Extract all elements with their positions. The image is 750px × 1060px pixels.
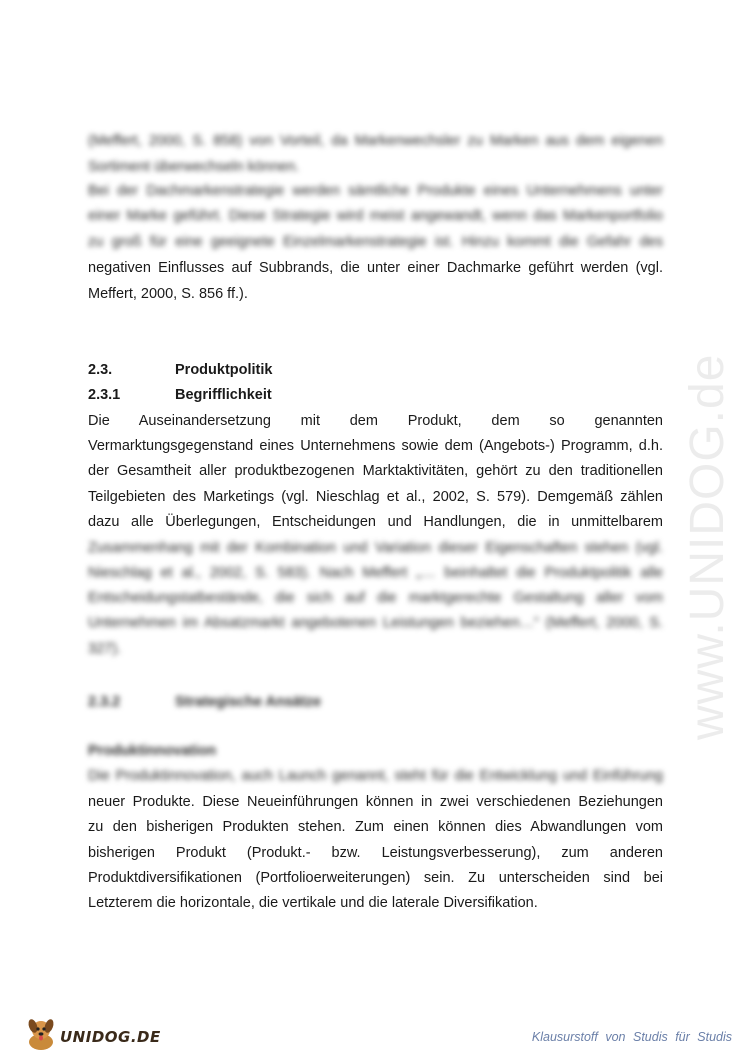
watermark: www.UNIDOG.de xyxy=(681,353,734,740)
text-line: Die Auseinandersetzung mit dem Produkt, dem so genannten xyxy=(88,413,663,429)
text-line: Unternehmen im Absatzmarkt angebotenen Leistungen beziehen…“ (Meffert, 2000, S. xyxy=(88,615,663,631)
subheading: Produktinnovation xyxy=(88,743,217,759)
text-line: 327). xyxy=(88,641,122,657)
text-line: negativen Einflusses auf Subbrands, die unter einer Dachmarke geführt werden (vgl. xyxy=(88,260,663,276)
text-line: Produktdiversifikationen (Portfolioerweiterungen) sein. Zu unterscheiden sind bei xyxy=(88,870,663,886)
dog-mascot-icon xyxy=(24,1016,58,1052)
text-line: einer Marke geführt. Diese Strategie wird meist angewandt, wenn das Markenportfolio xyxy=(88,208,663,224)
text-line: Letzterem die horizontale, die vertikale und die laterale Diversifikation. xyxy=(88,895,538,911)
text-line: Meffert, 2000, S. 856 ff.). xyxy=(88,286,248,302)
text-line: Bei der Dachmarkenstrategie werden sämtliche Produkte eines Unternehmens unter xyxy=(88,183,663,199)
subsection-title: Strategische Ansätze xyxy=(175,694,322,710)
text-line: Nieschlag et al., 2002, S. 583). Nach Meffert „… beinhaltet die Produktpolitik alle xyxy=(88,565,663,581)
logo-text: UNIDOG.DE xyxy=(60,1028,161,1046)
section-title: Produktpolitik xyxy=(175,362,273,378)
text-line: Entscheidungstatbestände, die sich auf die marktgerechte Gestaltung aller vom xyxy=(88,590,663,606)
subsection-title: Begrifflichkeit xyxy=(175,387,272,403)
section-number: 2.3. xyxy=(88,362,113,378)
subsection-number: 2.3.1 xyxy=(88,387,121,403)
footer-tagline: Klausurstoff von Studis für Studis xyxy=(531,1030,732,1044)
text-line: dazu alle Überlegungen, Entscheidungen und Handlungen, die in unmittelbarem xyxy=(88,514,663,530)
text-line: der Gesamtheit aller produktbezogenen Marktaktivitäten, gehört zu den traditionellen xyxy=(88,463,663,479)
text-line: Teilgebieten des Marketings (vgl. Nieschlag et al., 2002, S. 579). Demgemäß zählen xyxy=(88,489,663,505)
text-line: zu groß für eine geeignete Einzelmarkenstrategie ist. Hinzu kommt die Gefahr des xyxy=(88,234,663,250)
text-line: Sortiment überwechseln können. xyxy=(88,159,300,175)
text-line: neuer Produkte. Diese Neueinführungen können in zwei verschiedenen Beziehungen xyxy=(88,794,663,810)
subsection-number: 2.3.2 xyxy=(88,694,121,710)
text-line: Die Produktinnovation, auch Launch genannt, steht für die Entwicklung und Einführung xyxy=(88,768,663,784)
text-line: (Meffert, 2000, S. 858) von Vorteil, da Markenwechsler zu Marken aus dem eigenen xyxy=(88,133,663,149)
unidog-logo[interactable] xyxy=(24,1016,164,1052)
text-line: Zusammenhang mit der Kombination und Variation dieser Eigenschaften stehen (vgl. xyxy=(88,540,663,556)
text-line: bisherigen Produkt (Produkt.- bzw. Leistungsverbesserung), zum anderen xyxy=(88,845,663,861)
text-line: Vermarktungsgegenstand eines Unternehmens sowie dem (Angebots-) Programm, d.h. xyxy=(88,438,663,454)
text-line: zu den bisherigen Produkten stehen. Zum einen können dies Abwandlungen vom xyxy=(88,819,663,835)
